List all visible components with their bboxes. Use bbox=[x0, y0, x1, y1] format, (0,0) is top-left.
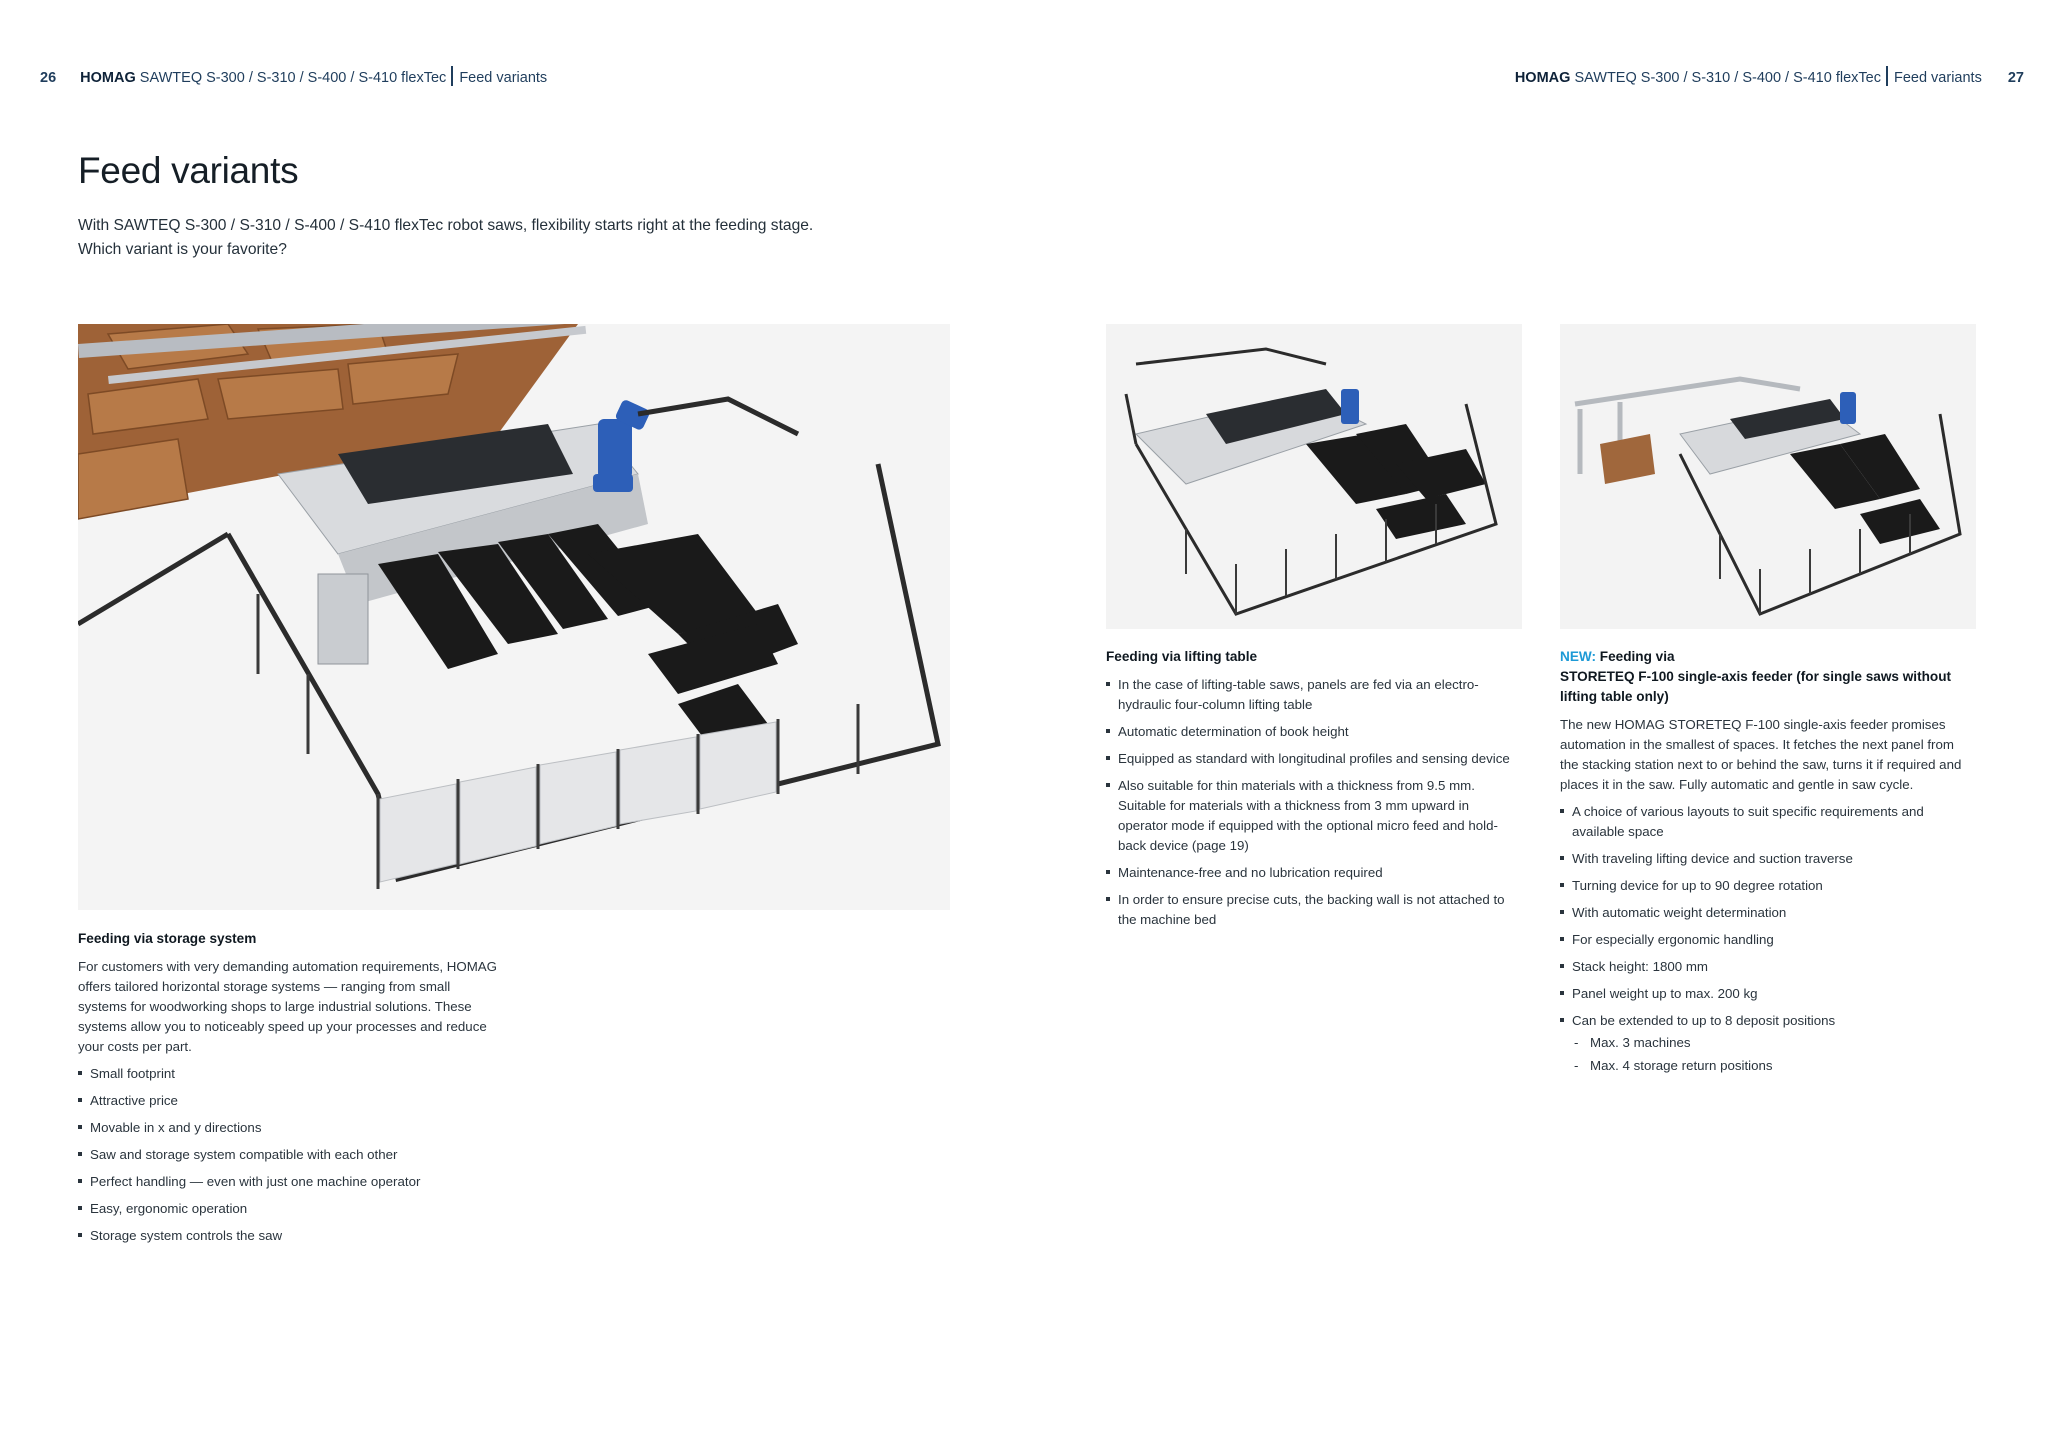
list-item: For especially ergonomic handling bbox=[1560, 930, 1976, 950]
list-item: Storage system controls the saw bbox=[78, 1226, 498, 1246]
new-label: NEW: bbox=[1560, 649, 1596, 664]
feeder-feature-list bbox=[1560, 802, 1976, 1031]
list-item: Equipped as standard with longitudinal profiles and sensing device bbox=[1106, 749, 1522, 769]
list-item: In the case of lifting-table saws, panels are fed via an electro-hydraulic four-column lifting table bbox=[1106, 675, 1522, 715]
storage-description: For customers with very demanding automation requirements, HOMAG offers tailored horizontal storage systems — ranging from small systems for woodworking shops to large industrial solutions. These systems allow you to noticeably speed up your processes and reduce your costs per part. bbox=[78, 959, 498, 1054]
sub-list-item: - Max. 3 machines bbox=[1574, 1033, 1976, 1053]
brand-name: HOMAG bbox=[1514, 70, 1571, 86]
storage-system-image bbox=[78, 324, 950, 910]
feeder-sub-list bbox=[1560, 1033, 1976, 1076]
header-divider bbox=[451, 66, 453, 86]
list-item: Attractive price bbox=[78, 1091, 498, 1111]
list-item: Perfect handling — even with just one machine operator bbox=[78, 1172, 498, 1192]
list-item: Maintenance-free and no lubrication required bbox=[1106, 863, 1522, 883]
page-number: 26 bbox=[40, 70, 57, 86]
page-number: 27 bbox=[2007, 70, 2024, 86]
lifting-table-image bbox=[1106, 324, 1522, 629]
section-name: Feed variants bbox=[1893, 70, 1982, 86]
storage-heading: Feeding via storage system bbox=[78, 931, 257, 946]
lifting-table-section bbox=[1106, 647, 1522, 937]
list-item-text: Can be extended to up to 8 deposit positions bbox=[1572, 1013, 1836, 1028]
feeder-description: The new HOMAG STORETEQ F-100 single-axis feeder promises automation in the smallest of spaces. It fetches the next panel from the stacking station next to or behind the saw, turns it if required and places it in the saw. Fully automatic and gentle in saw cycle. bbox=[1560, 717, 1962, 792]
list-item: With automatic weight determination bbox=[1560, 903, 1976, 923]
storage-system-section bbox=[78, 929, 498, 1253]
page-header-left bbox=[40, 66, 547, 86]
storeteq-feeder-section bbox=[1560, 647, 1976, 1079]
feeder-heading-line-1: Feeding via bbox=[1599, 649, 1675, 664]
feeder-heading-line-2: STORETEQ F-100 single-axis feeder (for single saws without lifting table only) bbox=[1560, 669, 1952, 704]
list-item: Panel weight up to max. 200 kg bbox=[1560, 984, 1976, 1004]
header-divider bbox=[1886, 66, 1888, 86]
product-name: SAWTEQ S-300 / S-310 / S-400 / S-410 flexTec bbox=[139, 70, 447, 86]
list-item: Movable in x and y directions bbox=[78, 1118, 498, 1138]
intro-text bbox=[78, 214, 978, 262]
intro-line-1: With SAWTEQ S-300 / S-310 / S-400 / S-410 flexTec robot saws, flexibility starts right at the feeding stage. bbox=[78, 217, 814, 234]
product-name: SAWTEQ S-300 / S-310 / S-400 / S-410 flexTec bbox=[1574, 70, 1881, 86]
section-name: Feed variants bbox=[459, 70, 548, 86]
lifting-table-illustration bbox=[1106, 324, 1522, 629]
list-item: Small footprint bbox=[78, 1064, 498, 1084]
brand-name: HOMAG bbox=[80, 70, 136, 86]
storeteq-feeder-illustration bbox=[1560, 324, 1976, 629]
feeder-heading bbox=[1560, 647, 1976, 707]
list-item: Turning device for up to 90 degree rotation bbox=[1560, 876, 1976, 896]
storeteq-feeder-image bbox=[1560, 324, 1976, 629]
lifting-feature-list bbox=[1106, 675, 1522, 930]
page-title: Feed variants bbox=[78, 150, 299, 191]
list-item: Saw and storage system compatible with each other bbox=[78, 1145, 498, 1165]
storage-system-illustration bbox=[78, 324, 950, 910]
lifting-heading: Feeding via lifting table bbox=[1106, 649, 1258, 664]
sub-list-item: - Max. 4 storage return positions bbox=[1574, 1056, 1976, 1076]
list-item: Automatic determination of book height bbox=[1106, 722, 1522, 742]
page-header-right bbox=[1515, 66, 2024, 86]
list-item: A choice of various layouts to suit specific requirements and available space bbox=[1560, 802, 1976, 842]
list-item bbox=[1560, 1011, 1976, 1031]
list-item: Easy, ergonomic operation bbox=[78, 1199, 498, 1219]
list-item: In order to ensure precise cuts, the backing wall is not attached to the machine bed bbox=[1106, 890, 1522, 930]
intro-line-2: Which variant is your favorite? bbox=[78, 241, 287, 258]
list-item: With traveling lifting device and suction traverse bbox=[1560, 849, 1976, 869]
storage-feature-list bbox=[78, 1064, 498, 1246]
list-item: Stack height: 1800 mm bbox=[1560, 957, 1976, 977]
list-item: Also suitable for thin materials with a thickness from 9.5 mm. Suitable for materials with a thickness from 3 mm upward in operator mode if equipped with the optional micro feed and hold-back device (page 19) bbox=[1106, 776, 1522, 856]
